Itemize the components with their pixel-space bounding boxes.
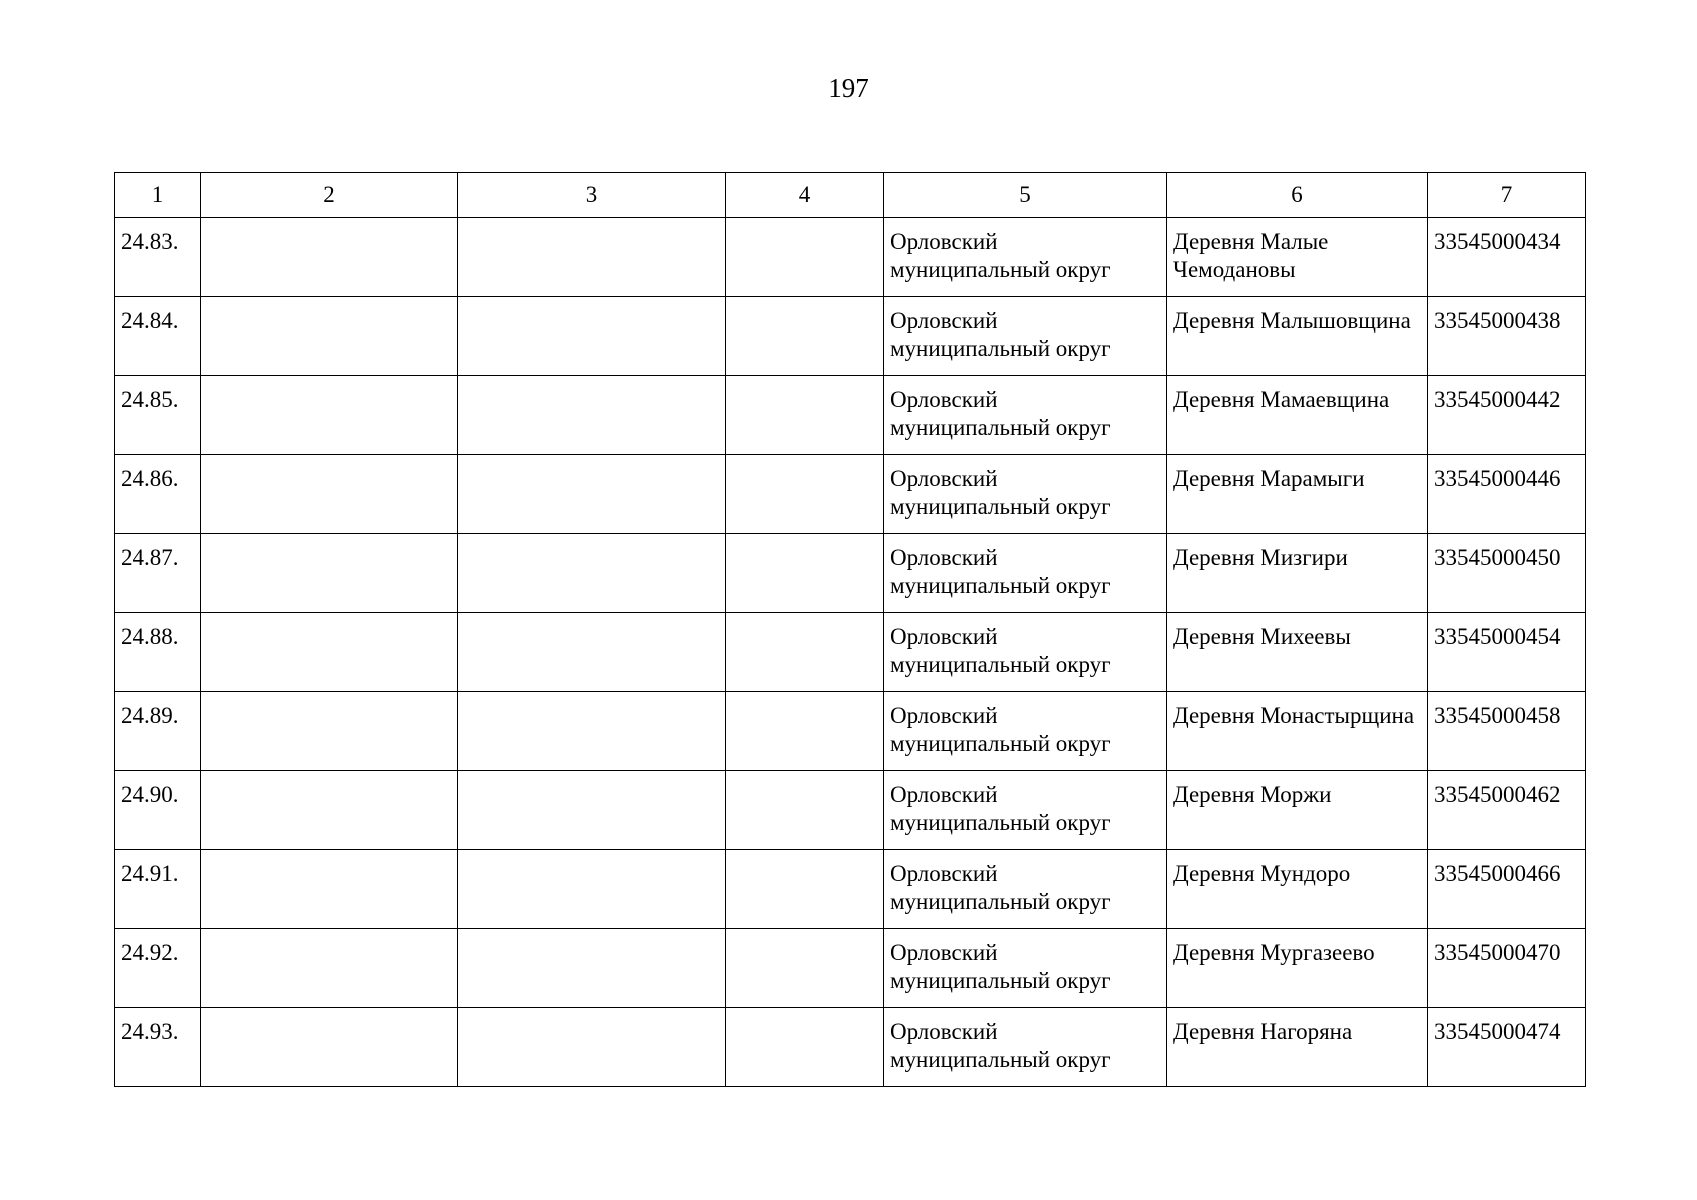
table-row	[115, 534, 1586, 613]
table-row	[115, 218, 1586, 297]
column-3-cell	[458, 297, 726, 376]
column-header-7: 7	[1428, 173, 1586, 218]
municipality-cell: Орловский муниципальный округ	[884, 455, 1167, 534]
page-number: 197	[828, 73, 869, 103]
column-4-cell	[726, 929, 884, 1008]
municipality-cell: Орловский муниципальный округ	[884, 376, 1167, 455]
column-2-cell	[201, 455, 458, 534]
column-4-cell	[726, 613, 884, 692]
column-header-1: 1	[115, 173, 201, 218]
code-cell: 33545000442	[1428, 376, 1586, 455]
column-3-cell	[458, 771, 726, 850]
code-cell: 33545000474	[1428, 1008, 1586, 1087]
row-number-cell: 24.92.	[115, 929, 201, 1008]
column-3-cell	[458, 376, 726, 455]
code-cell: 33545000446	[1428, 455, 1586, 534]
column-3-cell	[458, 613, 726, 692]
column-3-cell	[458, 534, 726, 613]
table-row	[115, 692, 1586, 771]
table-row	[115, 613, 1586, 692]
column-2-cell	[201, 534, 458, 613]
column-header-2: 2	[201, 173, 458, 218]
row-number-cell: 24.83.	[115, 218, 201, 297]
row-number-cell: 24.84.	[115, 297, 201, 376]
settlement-cell: Деревня Мамаевщина	[1167, 376, 1428, 455]
column-2-cell	[201, 376, 458, 455]
row-number-cell: 24.90.	[115, 771, 201, 850]
settlement-cell: Деревня Монастырщина	[1167, 692, 1428, 771]
column-4-cell	[726, 692, 884, 771]
table-row	[115, 1008, 1586, 1087]
row-number-cell: 24.87.	[115, 534, 201, 613]
row-number-cell: 24.88.	[115, 613, 201, 692]
code-cell: 33545000434	[1428, 218, 1586, 297]
settlement-cell: Деревня Малышовщина	[1167, 297, 1428, 376]
municipality-cell: Орловский муниципальный округ	[884, 218, 1167, 297]
settlement-cell: Деревня Мундоро	[1167, 850, 1428, 929]
municipality-cell: Орловский муниципальный округ	[884, 1008, 1167, 1087]
column-4-cell	[726, 771, 884, 850]
column-3-cell	[458, 929, 726, 1008]
table-row	[115, 297, 1586, 376]
municipality-cell: Орловский муниципальный округ	[884, 534, 1167, 613]
municipality-cell: Орловский муниципальный округ	[884, 297, 1167, 376]
municipality-cell: Орловский муниципальный округ	[884, 850, 1167, 929]
settlement-cell: Деревня Моржи	[1167, 771, 1428, 850]
settlement-cell: Деревня Мизгири	[1167, 534, 1428, 613]
table-row	[115, 376, 1586, 455]
row-number-cell: 24.86.	[115, 455, 201, 534]
settlement-cell: Деревня Михеевы	[1167, 613, 1428, 692]
column-2-cell	[201, 692, 458, 771]
column-header-4: 4	[726, 173, 884, 218]
column-2-cell	[201, 1008, 458, 1087]
table-row	[115, 455, 1586, 534]
table-row	[115, 771, 1586, 850]
settlement-cell: Деревня Нагоряна	[1167, 1008, 1428, 1087]
municipality-cell: Орловский муниципальный округ	[884, 613, 1167, 692]
column-2-cell	[201, 929, 458, 1008]
code-cell: 33545000470	[1428, 929, 1586, 1008]
municipality-cell: Орловский муниципальный округ	[884, 692, 1167, 771]
code-cell: 33545000454	[1428, 613, 1586, 692]
row-number-cell: 24.85.	[115, 376, 201, 455]
code-cell: 33545000462	[1428, 771, 1586, 850]
settlement-cell: Деревня Мургазеево	[1167, 929, 1428, 1008]
settlement-cell: Деревня Малые Чемодановы	[1167, 218, 1428, 297]
column-4-cell	[726, 297, 884, 376]
column-2-cell	[201, 850, 458, 929]
column-header-3: 3	[458, 173, 726, 218]
column-3-cell	[458, 850, 726, 929]
row-number-cell: 24.93.	[115, 1008, 201, 1087]
column-header-5: 5	[884, 173, 1167, 218]
column-3-cell	[458, 218, 726, 297]
column-3-cell	[458, 455, 726, 534]
municipality-cell: Орловский муниципальный округ	[884, 929, 1167, 1008]
code-cell: 33545000458	[1428, 692, 1586, 771]
column-2-cell	[201, 218, 458, 297]
code-cell: 33545000450	[1428, 534, 1586, 613]
settlement-cell: Деревня Марамыги	[1167, 455, 1428, 534]
column-3-cell	[458, 692, 726, 771]
code-cell: 33545000438	[1428, 297, 1586, 376]
column-2-cell	[201, 771, 458, 850]
column-2-cell	[201, 613, 458, 692]
municipality-cell: Орловский муниципальный округ	[884, 771, 1167, 850]
column-3-cell	[458, 1008, 726, 1087]
row-number-cell: 24.89.	[115, 692, 201, 771]
column-4-cell	[726, 534, 884, 613]
row-number-cell: 24.91.	[115, 850, 201, 929]
table-row	[115, 929, 1586, 1008]
column-4-cell	[726, 455, 884, 534]
column-4-cell	[726, 1008, 884, 1087]
table-header-row	[115, 173, 1586, 218]
table-row	[115, 850, 1586, 929]
column-header-6: 6	[1167, 173, 1428, 218]
column-4-cell	[726, 218, 884, 297]
column-2-cell	[201, 297, 458, 376]
column-4-cell	[726, 376, 884, 455]
column-4-cell	[726, 850, 884, 929]
settlements-table	[114, 172, 1586, 1087]
code-cell: 33545000466	[1428, 850, 1586, 929]
